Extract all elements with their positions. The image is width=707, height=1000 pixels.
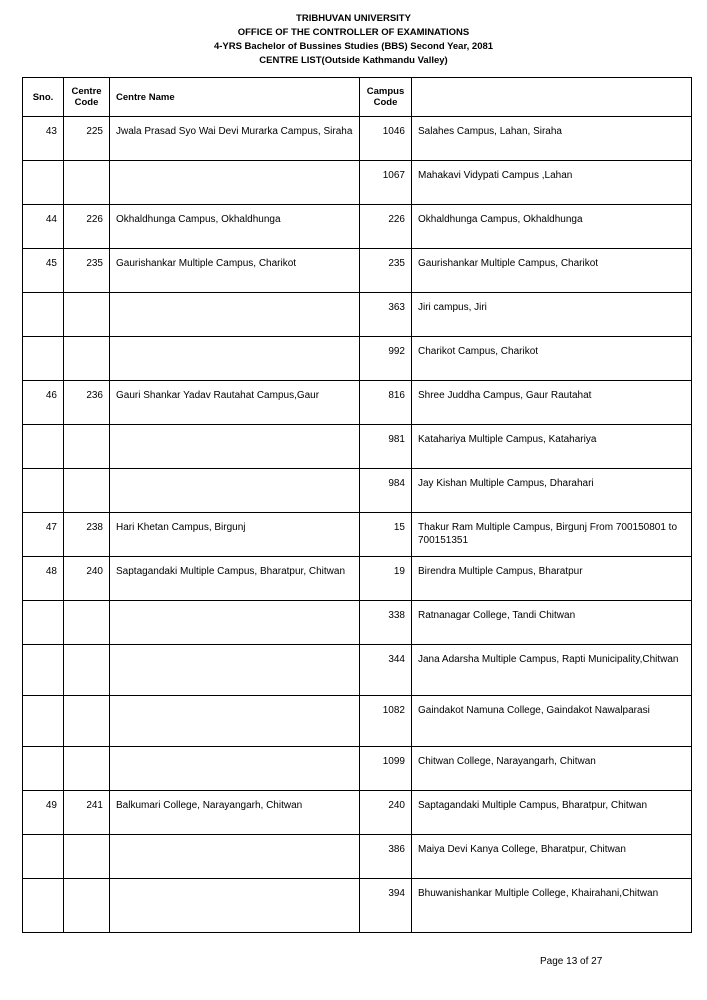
header-centre-code: Centre Code [64,78,110,117]
cell-centre-code [64,161,110,205]
university-name: TRIBHUVAN UNIVERSITY [296,13,411,24]
exam-title: 4-YRS Bachelor of Bussines Studies (BBS) Second Year, 2081 [213,41,494,52]
header-campus-code: Campus Code [360,78,412,117]
cell-campus-name: Gaindakot Namuna College, Gaindakot Nawalparasi [412,696,692,747]
cell-campus-code: 19 [360,557,412,601]
cell-campus-name: Katahariya Multiple Campus, Katahariya [412,425,692,469]
cell-centre-name: Gaurishankar Multiple Campus, Charikot [110,249,360,293]
table-row [23,835,692,879]
table-body [23,117,692,933]
cell-sno [23,425,64,469]
cell-campus-name: Charikot Campus, Charikot [412,337,692,381]
cell-campus-name: Ratnanagar College, Tandi Chitwan [412,601,692,645]
cell-sno: 43 [23,117,64,161]
table-row [23,337,692,381]
table-row [23,879,692,933]
cell-sno: 49 [23,791,64,835]
cell-centre-code [64,835,110,879]
cell-sno: 47 [23,513,64,557]
table-row [23,791,692,835]
table-row [23,425,692,469]
cell-campus-name: Okhaldhunga Campus, Okhaldhunga [412,205,692,249]
cell-centre-code: 240 [64,557,110,601]
list-title: CENTRE LIST(Outside Kathmandu Valley) [259,55,448,66]
table-header-row [23,78,692,117]
table-row [23,117,692,161]
cell-campus-code: 816 [360,381,412,425]
table-row [23,747,692,791]
page-number: Page 13 of 27 [540,956,603,967]
cell-campus-code: 240 [360,791,412,835]
cell-campus-name: Saptagandaki Multiple Campus, Bharatpur, Chitwan [412,791,692,835]
cell-campus-name: Bhuwanishankar Multiple College, Khairahani,Chitwan [412,879,692,933]
cell-centre-code: 236 [64,381,110,425]
cell-centre-name: Jwala Prasad Syo Wai Devi Murarka Campus, Siraha [110,117,360,161]
cell-sno: 46 [23,381,64,425]
table-row [23,205,692,249]
cell-centre-name: Balkumari College, Narayangarh, Chitwan [110,791,360,835]
cell-campus-code: 235 [360,249,412,293]
cell-centre-name [110,293,360,337]
table-row [23,645,692,696]
table-row [23,293,692,337]
cell-centre-code [64,293,110,337]
cell-campus-code: 1046 [360,117,412,161]
table-row [23,513,692,557]
cell-sno: 44 [23,205,64,249]
table-row [23,381,692,425]
cell-centre-code [64,337,110,381]
cell-centre-code: 235 [64,249,110,293]
cell-campus-name: Thakur Ram Multiple Campus, Birgunj From 700150801 to 700151351 [412,513,692,557]
cell-centre-name [110,337,360,381]
table-row [23,161,692,205]
table-row [23,249,692,293]
cell-campus-code: 992 [360,337,412,381]
cell-centre-name [110,645,360,696]
cell-centre-name: Okhaldhunga Campus, Okhaldhunga [110,205,360,249]
cell-campus-name: Shree Juddha Campus, Gaur Rautahat [412,381,692,425]
cell-campus-code: 226 [360,205,412,249]
cell-campus-code: 394 [360,879,412,933]
cell-centre-name [110,696,360,747]
table-row [23,557,692,601]
cell-campus-name: Jana Adarsha Multiple Campus, Rapti Municipality,Chitwan [412,645,692,696]
cell-centre-code [64,425,110,469]
cell-centre-name [110,835,360,879]
cell-campus-code: 338 [360,601,412,645]
cell-campus-name: Maiya Devi Kanya College, Bharatpur, Chitwan [412,835,692,879]
cell-centre-name: Gauri Shankar Yadav Rautahat Campus,Gaur [110,381,360,425]
cell-centre-name [110,161,360,205]
cell-centre-code: 225 [64,117,110,161]
cell-centre-code: 241 [64,791,110,835]
cell-campus-code: 15 [360,513,412,557]
cell-campus-code: 363 [360,293,412,337]
cell-campus-name: Salahes Campus, Lahan, Siraha [412,117,692,161]
cell-campus-name: Mahakavi Vidypati Campus ,Lahan [412,161,692,205]
cell-sno [23,835,64,879]
cell-centre-name [110,879,360,933]
cell-centre-code [64,879,110,933]
cell-sno [23,601,64,645]
cell-centre-code: 238 [64,513,110,557]
cell-sno [23,747,64,791]
cell-centre-name: Hari Khetan Campus, Birgunj [110,513,360,557]
cell-centre-code [64,696,110,747]
cell-campus-code: 344 [360,645,412,696]
header-centre-name: Centre Name [110,78,360,117]
cell-centre-code [64,645,110,696]
cell-campus-code: 386 [360,835,412,879]
cell-campus-name: Jiri campus, Jiri [412,293,692,337]
table-row [23,601,692,645]
cell-campus-code: 981 [360,425,412,469]
office-name: OFFICE OF THE CONTROLLER OF EXAMINATIONS [237,27,470,38]
cell-campus-code: 1099 [360,747,412,791]
cell-centre-name [110,469,360,513]
cell-centre-name: Saptagandaki Multiple Campus, Bharatpur, Chitwan [110,557,360,601]
cell-sno: 48 [23,557,64,601]
header-campus-name [412,78,692,117]
cell-campus-code: 1067 [360,161,412,205]
cell-centre-code: 226 [64,205,110,249]
cell-sno [23,696,64,747]
cell-sno [23,879,64,933]
document-header [0,12,707,68]
cell-sno [23,645,64,696]
cell-sno [23,469,64,513]
cell-centre-code [64,469,110,513]
cell-sno [23,293,64,337]
table-row [23,696,692,747]
cell-campus-name: Chitwan College, Narayangarh, Chitwan [412,747,692,791]
centre-list-table [22,77,692,933]
cell-sno [23,161,64,205]
cell-campus-code: 984 [360,469,412,513]
cell-centre-code [64,747,110,791]
cell-centre-code [64,601,110,645]
cell-centre-name [110,747,360,791]
cell-centre-name [110,425,360,469]
cell-campus-name: Birendra Multiple Campus, Bharatpur [412,557,692,601]
table-row [23,469,692,513]
cell-campus-code: 1082 [360,696,412,747]
header-sno: Sno. [23,78,64,117]
cell-centre-name [110,601,360,645]
cell-campus-name: Gaurishankar Multiple Campus, Charikot [412,249,692,293]
cell-campus-name: Jay Kishan Multiple Campus, Dharahari [412,469,692,513]
cell-sno: 45 [23,249,64,293]
cell-sno [23,337,64,381]
